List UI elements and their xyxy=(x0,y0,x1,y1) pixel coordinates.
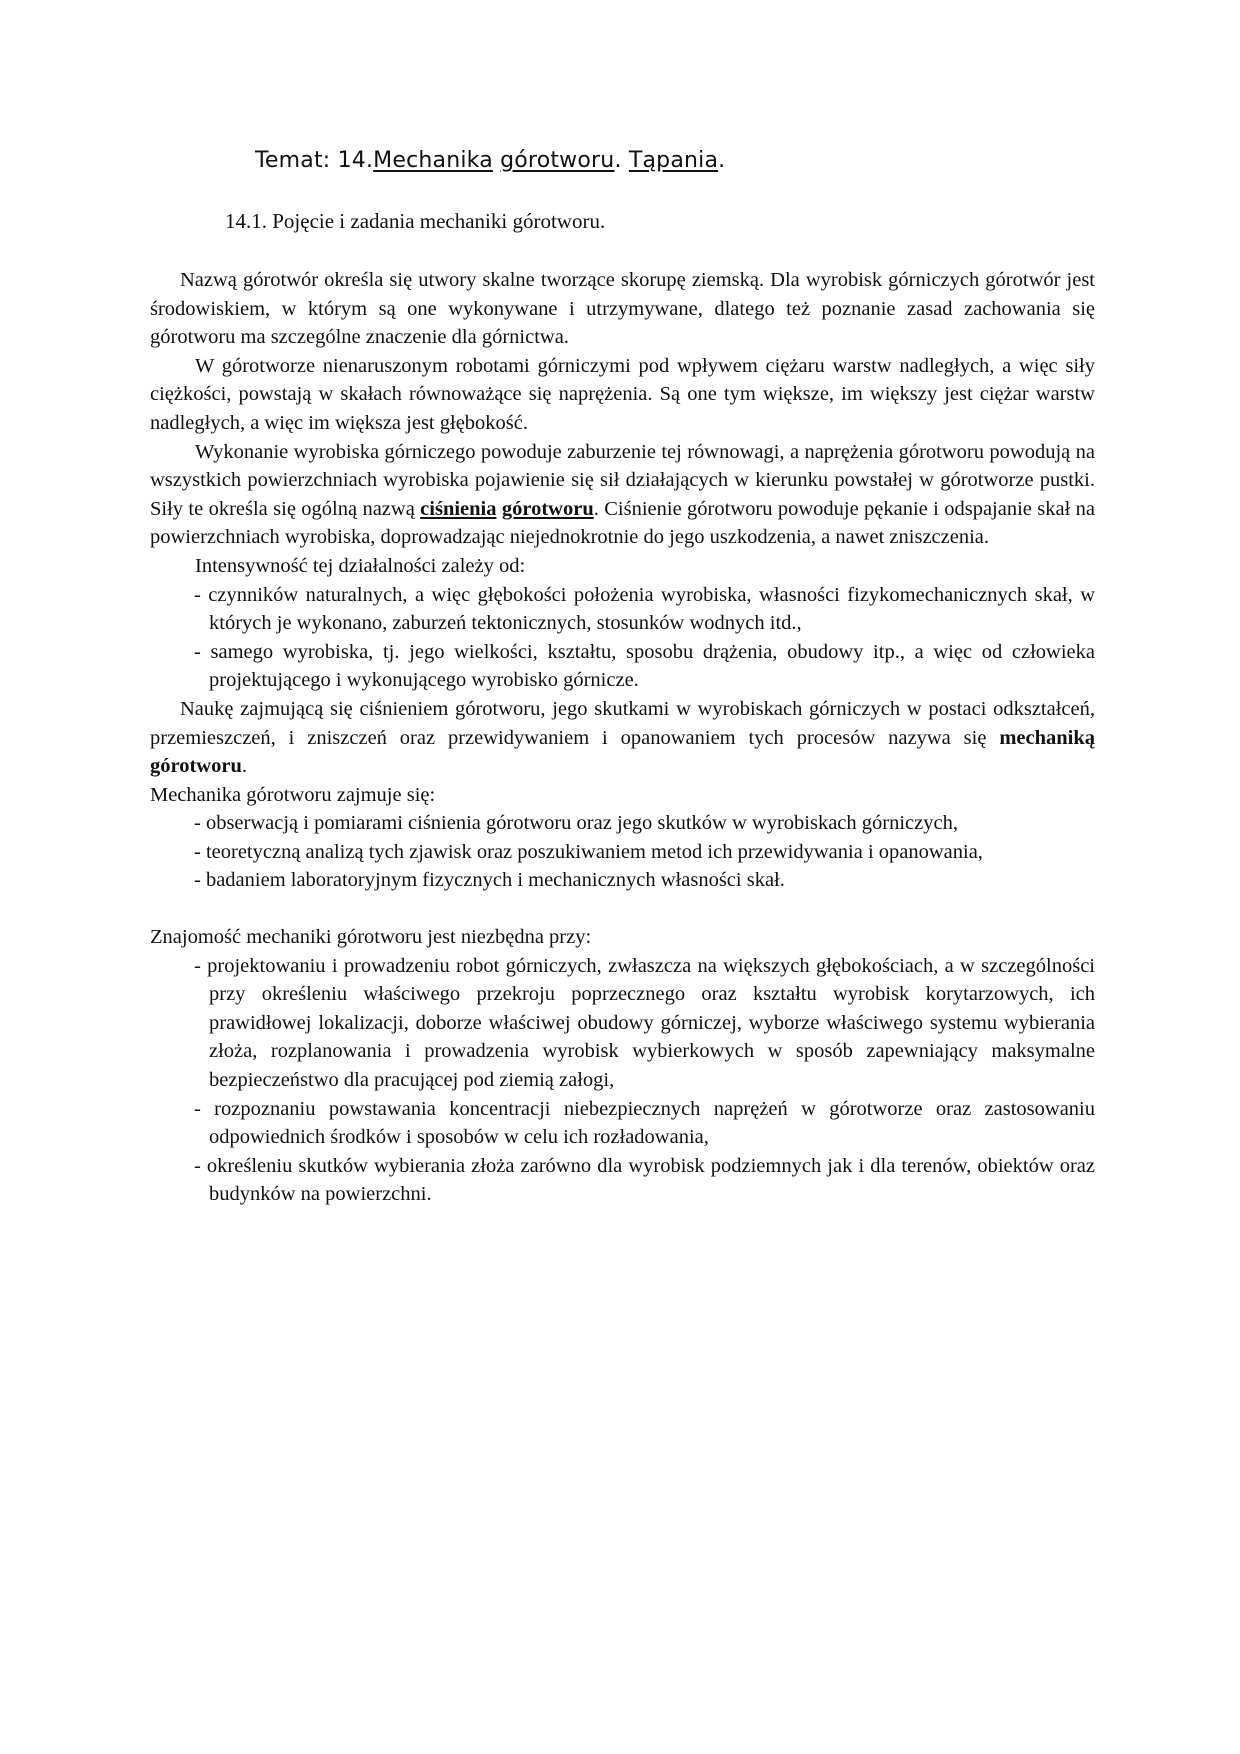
list-item: - teoretyczną analizą tych zjawisk oraz poszukiwaniem metod ich przewidywania i opanowania, xyxy=(194,840,983,863)
list-item: - rozpoznaniu powstawania koncentracji niebezpiecznych naprężeń w górotworze oraz zastosowaniu odpowiednich środków i sposobów w celu ich rozładowania, xyxy=(194,1097,1095,1149)
paragraph-7: Znajomość mechaniki górotworu jest niezbędna przy: xyxy=(150,926,592,949)
list-item: - określeniu skutków wybierania złoża zarówno dla wyrobisk podziemnych jak i dla terenów, obiektów oraz budynków na powierzchni. xyxy=(194,1154,1095,1206)
paragraph-6: Mechanika górotworu zajmuje się: xyxy=(150,783,436,806)
spacer xyxy=(150,895,1095,923)
list-item: - czynników naturalnych, a więc głębokości położenia wyrobiska, własności fizykomechanicznych skał, w których je wykonano, zaburzeń tektonicznych, stosunków wodnych itd., xyxy=(194,583,1095,635)
list-applications xyxy=(150,952,1095,1209)
list-scope xyxy=(150,809,1095,895)
section-heading: 14.1. Pojęcie i zadania mechaniki górotworu. xyxy=(225,209,606,233)
paragraph-3: Wykonanie wyrobiska górniczego powoduje zaburzenie tej równowagi, a naprężenia górotworu powodują na wszystkich powierzchniach wyrobiska pojawienie się sił działających w kierunku powstałej w górotworze pustki. Siły te określa się ogólną nazwą ciśnienia górotworu. Ciśnienie górotworu powoduje pękanie i odspajanie skał na powierzchniach wyrobiska, doprowadzając niejednokrotnie do jego uszkodzenia, a nawet zniszczenia. xyxy=(150,440,1095,549)
title-gorotworu: górotworu xyxy=(500,148,615,173)
list-item: - projektowaniu i prowadzeniu robot górniczych, zwłaszcza na większych głębokościach, a w szczególności przy określeniu właściwego przekroju poprzecznego oraz kształtu wyrobisk korytarzowych, ich prawidłowej lokalizacji, doborze właściwej obudowy górniczej, wyborze właściwego systemu wybierania złoża, rozplanowania i prowadzenia wyrobisk wybierkowych w sposób zapewniający maksymalne bezpieczeństwo dla pracującej pod ziemią załogi, xyxy=(194,954,1095,1092)
list-factors xyxy=(150,581,1095,695)
title-end: . xyxy=(718,148,726,173)
document-title xyxy=(255,148,725,173)
paragraph-2: W górotworze nienaruszonym robotami górniczymi pod wpływem ciężaru warstw nadległych, a więc siły ciężkości, powstają w skałach równoważące się naprężenia. Są one tym większe, im większy jest ciężar warstw nadległych, a więc im większa jest głębokość. xyxy=(150,354,1095,434)
term-cisnienia: ciśnienia xyxy=(420,497,497,520)
document-body xyxy=(150,266,1095,1209)
term-gorotworu: górotworu xyxy=(501,497,594,520)
term-mechanika-gorotworu: mechaniką górotworu xyxy=(150,726,1095,778)
paragraph-1: Nazwą górotwór określa się utwory skalne tworzące skorupę ziemską. Dla wyrobisk górniczych górotwór jest środowiskiem, w którym są one wykonywane i utrzymywane, dlatego też poznanie zasad zachowania się górotworu ma szczególne znaczenie dla górnictwa. xyxy=(150,269,1095,349)
paragraph-4: Intensywność tej działalności zależy od: xyxy=(195,554,526,577)
list-item: - samego wyrobiska, tj. jego wielkości, kształtu, sposobu drążenia, obudowy itp., a więc od człowieka projektującego i wykonującego wyrobisko górnicze. xyxy=(194,640,1095,692)
title-mechanika: Mechanika xyxy=(373,148,493,173)
title-tapania: Tąpania xyxy=(628,148,719,173)
title-separator: . xyxy=(614,148,622,173)
title-prefix: Temat: 14. xyxy=(255,148,374,173)
paragraph-5: Naukę zajmującą się ciśnieniem górotworu, jego skutkami w wyrobiskach górniczych w postaci odkształceń, przemieszczeń, i zniszczeń oraz przewidywaniem i opanowaniem tych procesów nazywa się mechaniką górotworu. xyxy=(150,697,1095,778)
list-item: - badaniem laboratoryjnym fizycznych i mechanicznych własności skał. xyxy=(194,869,785,892)
list-item: - obserwacją i pomiarami ciśnienia górotworu oraz jego skutków w wyrobiskach górniczych, xyxy=(194,812,958,835)
